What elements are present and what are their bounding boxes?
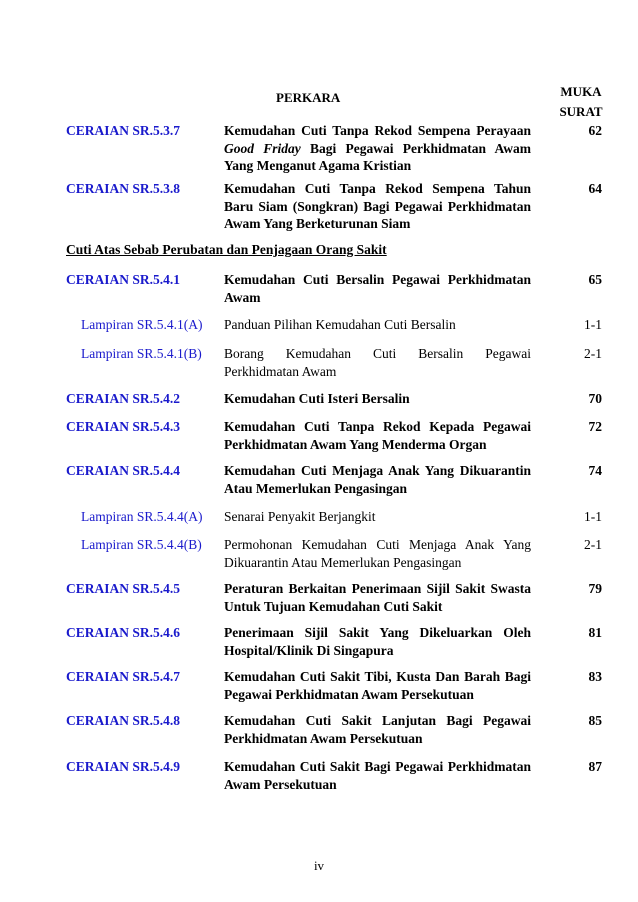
entry-code[interactable]: CERAIAN SR.5.4.4 (66, 463, 181, 478)
entry-title: Kemudahan Cuti Bersalin Pegawai Perkhidmatan Awam (224, 272, 531, 305)
entry-page: 85 (588, 713, 602, 728)
entry-page: 81 (588, 625, 602, 640)
entry-code[interactable]: CERAIAN SR.5.4.5 (66, 581, 181, 596)
column-header-muka: MUKA (560, 84, 602, 99)
entry-title: Kemudahan Cuti Sakit Bagi Pegawai Perkhidmatan Awam Persekutuan (224, 759, 531, 792)
section-heading: Cuti Atas Sebab Perubatan dan Penjagaan Orang Sakit (66, 242, 387, 257)
entry-title: Peraturan Berkaitan Penerimaan Sijil Sakit Swasta Untuk Tujuan Kemudahan Cuti Sakit (224, 581, 531, 614)
entry-title: Permohonan Kemudahan Cuti Menjaga Anak Yang Dikuarantin Atau Memerlukan Pengasingan (224, 537, 531, 570)
entry-page: 1-1 (584, 509, 602, 524)
entry-page: 87 (588, 759, 602, 774)
column-header-muka-surat (556, 82, 606, 122)
entry-title: Penerimaan Sijil Sakit Yang Dikeluarkan Oleh Hospital/Klinik Di Singapura (224, 625, 531, 658)
entry-title: Borang Kemudahan Cuti Bersalin Pegawai Perkhidmatan Awam (224, 346, 531, 379)
entry-page: 1-1 (584, 317, 602, 332)
entry-code[interactable]: Lampiran SR.5.4.1(A) (81, 317, 203, 332)
entry-page: 64 (588, 181, 602, 196)
entry-page: 2-1 (584, 346, 602, 361)
entry-title: Kemudahan Cuti Sakit Lanjutan Bagi Pegawai Perkhidmatan Awam Persekutuan (224, 713, 531, 746)
entry-title: Panduan Pilihan Kemudahan Cuti Bersalin (224, 317, 456, 332)
entry-code[interactable]: CERAIAN SR.5.4.8 (66, 713, 181, 728)
entry-page: 62 (588, 123, 602, 138)
entry-page: 2-1 (584, 537, 602, 552)
entry-title: Senarai Penyakit Berjangkit (224, 509, 376, 524)
entry-code[interactable]: Lampiran SR.5.4.1(B) (81, 346, 202, 361)
entry-code[interactable]: Lampiran SR.5.4.4(A) (81, 509, 203, 524)
entry-code[interactable]: CERAIAN SR.5.4.1 (66, 272, 181, 287)
entry-page: 65 (588, 272, 602, 287)
entry-page: 72 (588, 419, 602, 434)
entry-title-part: Bagi Pegawai Perkhidmatan Awam Yang Menganut Agama Kristian (224, 140, 531, 173)
entry-title (224, 122, 531, 175)
entry-title-part: Kemudahan Cuti Tanpa Rekod Sempena Perayaan (224, 123, 531, 138)
entry-page: 74 (588, 463, 602, 478)
entry-code[interactable]: CERAIAN SR.5.3.8 (66, 181, 181, 196)
entry-code[interactable]: CERAIAN SR.5.4.9 (66, 759, 181, 774)
entry-page: 83 (588, 669, 602, 684)
entry-title: Kemudahan Cuti Menjaga Anak Yang Dikuarantin Atau Memerlukan Pengasingan (224, 463, 531, 496)
entry-title: Kemudahan Cuti Isteri Bersalin (224, 391, 410, 406)
entry-title: Kemudahan Cuti Tanpa Rekod Kepada Pegawai Perkhidmatan Awam Yang Menderma Organ (224, 419, 531, 452)
entry-code[interactable]: CERAIAN SR.5.3.7 (66, 123, 181, 138)
entry-title: Kemudahan Cuti Tanpa Rekod Sempena Tahun Baru Siam (Songkran) Bagi Pegawai Perkhidmatan Awam Yang Berketurunan Siam (224, 181, 531, 231)
entry-page: 79 (588, 581, 602, 596)
column-header-surat: SURAT (559, 104, 603, 119)
page-number: iv (313, 858, 325, 873)
entry-code[interactable]: CERAIAN SR.5.4.6 (66, 625, 181, 640)
entry-code[interactable]: CERAIAN SR.5.4.2 (66, 391, 181, 406)
entry-code[interactable]: CERAIAN SR.5.4.7 (66, 669, 181, 684)
column-header-perkara: PERKARA (276, 90, 341, 105)
entry-title-italic: Good Friday (224, 140, 301, 156)
entry-title: Kemudahan Cuti Sakit Tibi, Kusta Dan Barah Bagi Pegawai Perkhidmatan Awam Persekutuan (224, 669, 531, 702)
entry-code[interactable]: CERAIAN SR.5.4.3 (66, 419, 181, 434)
entry-code[interactable]: Lampiran SR.5.4.4(B) (81, 537, 202, 552)
entry-page: 70 (588, 391, 602, 406)
